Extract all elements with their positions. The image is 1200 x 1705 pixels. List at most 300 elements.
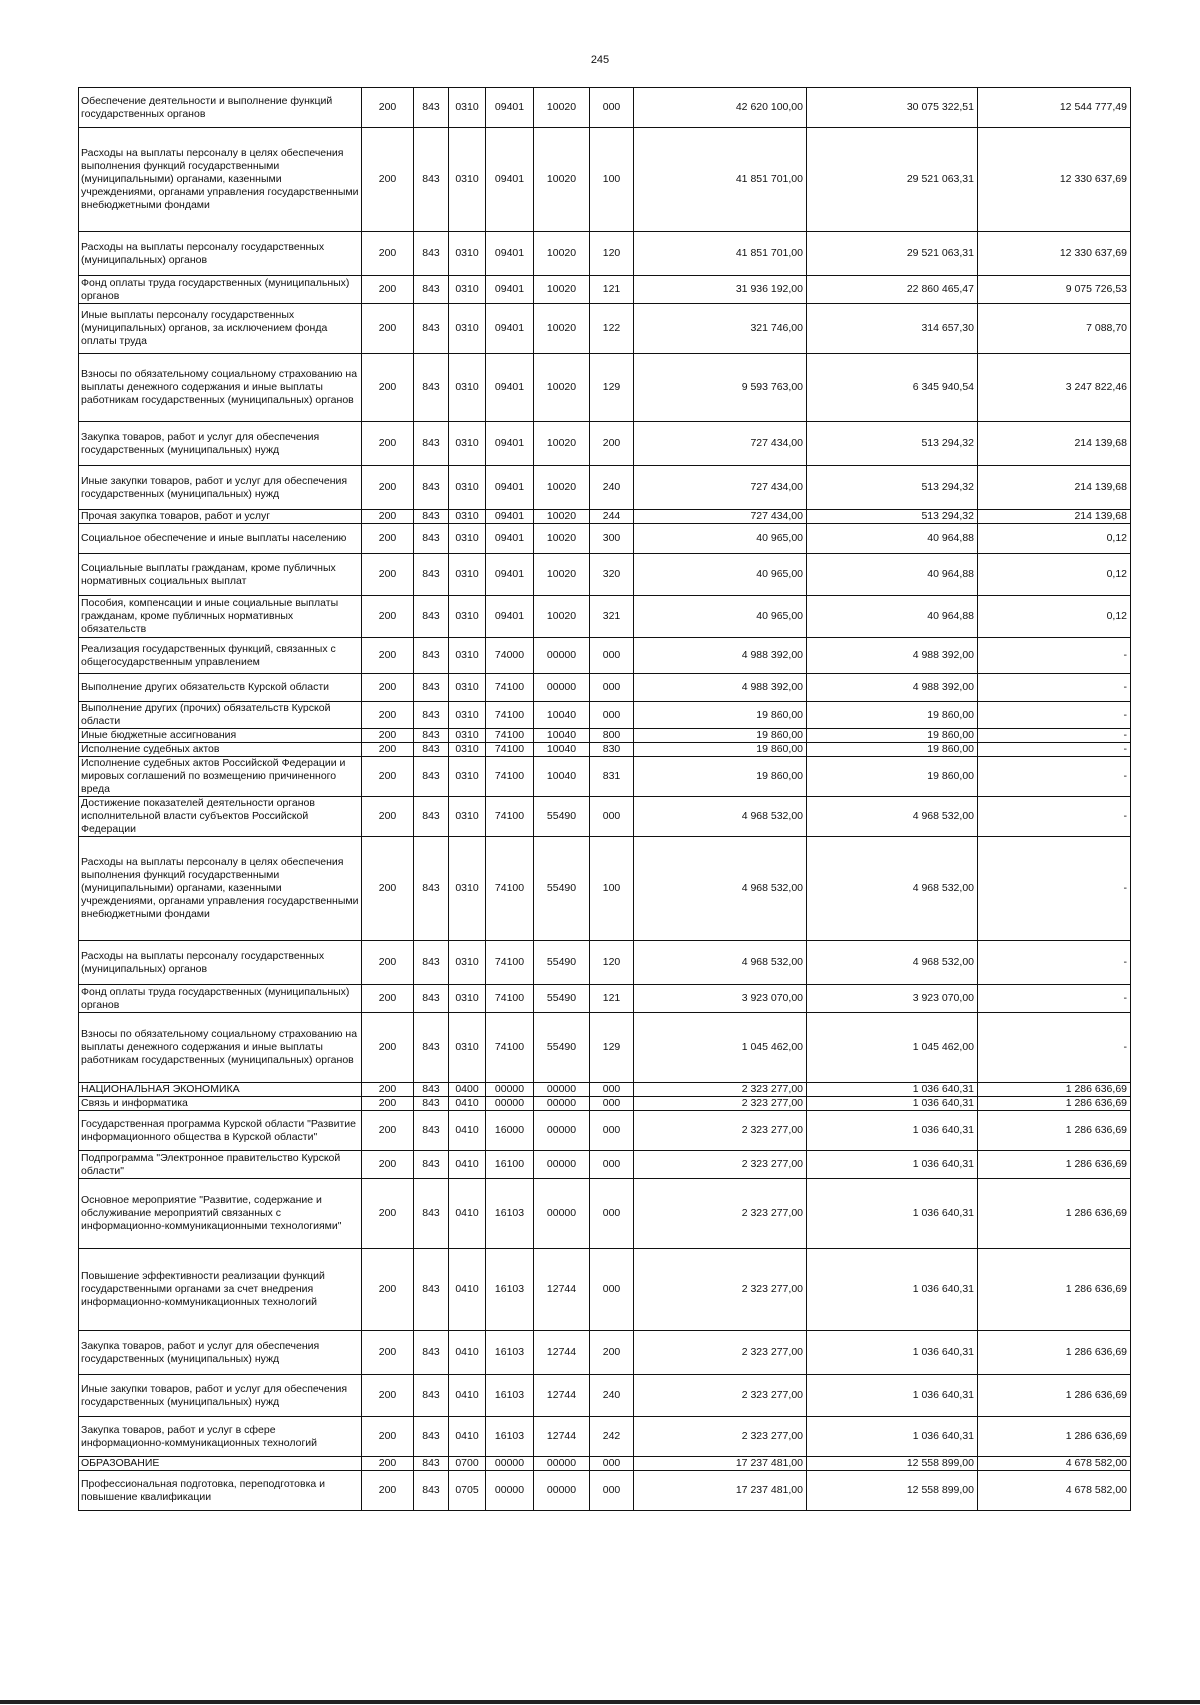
code-expense-type: 800 — [590, 729, 634, 743]
value-executed: 314 657,30 — [807, 304, 978, 354]
table-row — [79, 1417, 1131, 1457]
code-direction: 00000 — [534, 1179, 590, 1249]
value-remaining: 1 286 636,69 — [978, 1179, 1131, 1249]
value-remaining: 1 286 636,69 — [978, 1097, 1131, 1111]
budget-table — [78, 87, 1131, 1511]
code-direction: 10020 — [534, 510, 590, 524]
code-program: 74100 — [486, 837, 534, 941]
code-department: 843 — [414, 702, 449, 729]
code-section: 0700 — [449, 1457, 486, 1471]
value-executed: 1 036 640,31 — [807, 1375, 978, 1417]
code-program: 16103 — [486, 1249, 534, 1331]
table-row — [79, 128, 1131, 232]
code-program: 09401 — [486, 510, 534, 524]
code-admin: 200 — [362, 276, 414, 304]
table-row — [79, 743, 1131, 757]
value-planned: 4 968 532,00 — [634, 837, 807, 941]
value-remaining: - — [978, 985, 1131, 1013]
code-admin: 200 — [362, 354, 414, 422]
value-executed: 1 036 640,31 — [807, 1179, 978, 1249]
code-direction: 55490 — [534, 797, 590, 837]
code-section: 0310 — [449, 702, 486, 729]
code-program: 09401 — [486, 304, 534, 354]
table-row — [79, 941, 1131, 985]
value-planned: 2 323 277,00 — [634, 1179, 807, 1249]
code-program: 00000 — [486, 1083, 534, 1097]
code-admin: 200 — [362, 128, 414, 232]
row-description: Выполнение других (прочих) обязательств Курской области — [79, 702, 362, 729]
code-expense-type: 830 — [590, 743, 634, 757]
code-program: 09401 — [486, 524, 534, 554]
code-section: 0410 — [449, 1249, 486, 1331]
table-row — [79, 232, 1131, 276]
value-executed: 19 860,00 — [807, 743, 978, 757]
code-admin: 200 — [362, 596, 414, 638]
code-program: 74100 — [486, 702, 534, 729]
value-executed: 40 964,88 — [807, 596, 978, 638]
value-planned: 40 965,00 — [634, 596, 807, 638]
row-description: Социальное обеспечение и иные выплаты населению — [79, 524, 362, 554]
code-department: 843 — [414, 1097, 449, 1111]
code-section: 0410 — [449, 1375, 486, 1417]
code-program: 74100 — [486, 941, 534, 985]
code-direction: 00000 — [534, 1111, 590, 1151]
code-admin: 200 — [362, 729, 414, 743]
code-section: 0410 — [449, 1417, 486, 1457]
code-direction: 12744 — [534, 1417, 590, 1457]
value-remaining: 3 247 822,46 — [978, 354, 1131, 422]
code-department: 843 — [414, 554, 449, 596]
value-executed: 1 036 640,31 — [807, 1249, 978, 1331]
code-program: 09401 — [486, 466, 534, 510]
table-row — [79, 1097, 1131, 1111]
value-planned: 41 851 701,00 — [634, 232, 807, 276]
value-planned: 2 323 277,00 — [634, 1097, 807, 1111]
code-program: 09401 — [486, 128, 534, 232]
code-expense-type: 321 — [590, 596, 634, 638]
code-section: 0310 — [449, 729, 486, 743]
value-planned: 41 851 701,00 — [634, 128, 807, 232]
code-department: 843 — [414, 837, 449, 941]
row-description: ОБРАЗОВАНИЕ — [79, 1457, 362, 1471]
row-description: Пособия, компенсации и иные социальные выплаты гражданам, кроме публичных нормативных обязательств — [79, 596, 362, 638]
code-admin: 200 — [362, 797, 414, 837]
code-expense-type: 000 — [590, 1179, 634, 1249]
table-row — [79, 554, 1131, 596]
row-description: Закупка товаров, работ и услуг в сфере информационно-коммуникационных технологий — [79, 1417, 362, 1457]
value-executed: 19 860,00 — [807, 729, 978, 743]
row-description: Связь и информатика — [79, 1097, 362, 1111]
code-expense-type: 120 — [590, 232, 634, 276]
value-executed: 513 294,32 — [807, 510, 978, 524]
code-program: 00000 — [486, 1457, 534, 1471]
value-planned: 42 620 100,00 — [634, 88, 807, 128]
code-program: 16103 — [486, 1331, 534, 1375]
value-remaining: 12 330 637,69 — [978, 128, 1131, 232]
row-description: Социальные выплаты гражданам, кроме публичных нормативных социальных выплат — [79, 554, 362, 596]
value-executed: 1 036 640,31 — [807, 1417, 978, 1457]
code-direction: 10020 — [534, 596, 590, 638]
value-executed: 1 036 640,31 — [807, 1151, 978, 1179]
value-remaining: 9 075 726,53 — [978, 276, 1131, 304]
value-remaining: 1 286 636,69 — [978, 1375, 1131, 1417]
code-admin: 200 — [362, 1111, 414, 1151]
row-description: Подпрограмма "Электронное правительство Курской области" — [79, 1151, 362, 1179]
code-direction: 00000 — [534, 1097, 590, 1111]
code-direction: 12744 — [534, 1375, 590, 1417]
code-direction: 10040 — [534, 702, 590, 729]
value-planned: 2 323 277,00 — [634, 1417, 807, 1457]
value-executed: 513 294,32 — [807, 466, 978, 510]
table-row — [79, 1471, 1131, 1511]
code-section: 0310 — [449, 797, 486, 837]
code-section: 0310 — [449, 422, 486, 466]
table-row — [79, 1457, 1131, 1471]
value-planned: 727 434,00 — [634, 422, 807, 466]
code-section: 0410 — [449, 1331, 486, 1375]
code-expense-type: 100 — [590, 128, 634, 232]
code-expense-type: 121 — [590, 985, 634, 1013]
code-expense-type: 000 — [590, 1111, 634, 1151]
code-section: 0310 — [449, 510, 486, 524]
code-department: 843 — [414, 1417, 449, 1457]
value-planned: 4 968 532,00 — [634, 797, 807, 837]
value-planned: 19 860,00 — [634, 702, 807, 729]
code-department: 843 — [414, 232, 449, 276]
code-expense-type: 000 — [590, 638, 634, 674]
code-department: 843 — [414, 1083, 449, 1097]
row-description: Обеспечение деятельности и выполнение функций государственных органов — [79, 88, 362, 128]
code-admin: 200 — [362, 1083, 414, 1097]
value-remaining: - — [978, 743, 1131, 757]
code-direction: 10020 — [534, 354, 590, 422]
code-admin: 200 — [362, 1331, 414, 1375]
table-row — [79, 524, 1131, 554]
code-department: 843 — [414, 1457, 449, 1471]
code-department: 843 — [414, 743, 449, 757]
code-section: 0310 — [449, 354, 486, 422]
value-executed: 40 964,88 — [807, 524, 978, 554]
row-description: Иные закупки товаров, работ и услуг для обеспечения государственных (муниципальных) нужд — [79, 1375, 362, 1417]
row-description: Иные закупки товаров, работ и услуг для обеспечения государственных (муниципальных) нужд — [79, 466, 362, 510]
code-admin: 200 — [362, 466, 414, 510]
table-body — [79, 88, 1131, 1511]
table-row — [79, 1013, 1131, 1083]
code-expense-type: 129 — [590, 354, 634, 422]
code-department: 843 — [414, 757, 449, 797]
code-section: 0310 — [449, 88, 486, 128]
code-direction: 12744 — [534, 1331, 590, 1375]
code-admin: 200 — [362, 1457, 414, 1471]
code-department: 843 — [414, 797, 449, 837]
code-direction: 00000 — [534, 1471, 590, 1511]
value-planned: 2 323 277,00 — [634, 1331, 807, 1375]
value-remaining: - — [978, 837, 1131, 941]
code-admin: 200 — [362, 232, 414, 276]
table-row — [79, 1375, 1131, 1417]
value-remaining: 4 678 582,00 — [978, 1471, 1131, 1511]
row-description: НАЦИОНАЛЬНАЯ ЭКОНОМИКА — [79, 1083, 362, 1097]
row-description: Прочая закупка товаров, работ и услуг — [79, 510, 362, 524]
code-expense-type: 200 — [590, 422, 634, 466]
table-row — [79, 638, 1131, 674]
code-expense-type: 000 — [590, 1471, 634, 1511]
code-program: 16100 — [486, 1151, 534, 1179]
code-direction: 10020 — [534, 466, 590, 510]
value-executed: 12 558 899,00 — [807, 1457, 978, 1471]
value-executed: 1 036 640,31 — [807, 1331, 978, 1375]
code-section: 0310 — [449, 554, 486, 596]
value-planned: 40 965,00 — [634, 524, 807, 554]
table-row — [79, 466, 1131, 510]
code-department: 843 — [414, 466, 449, 510]
row-description: Расходы на выплаты персоналу в целях обеспечения выполнения функций государственными (муниципальными) органами, казенными учреждениями, органами управления государственными внебюджетными фондами — [79, 128, 362, 232]
code-admin: 200 — [362, 1249, 414, 1331]
code-admin: 200 — [362, 88, 414, 128]
value-planned: 4 988 392,00 — [634, 638, 807, 674]
value-planned: 2 323 277,00 — [634, 1151, 807, 1179]
row-description: Расходы на выплаты персоналу в целях обеспечения выполнения функций государственными (муниципальными) органами, казенными учреждениями, органами управления государственными внебюджетными фондами — [79, 837, 362, 941]
code-program: 09401 — [486, 276, 534, 304]
code-section: 0310 — [449, 638, 486, 674]
code-admin: 200 — [362, 1417, 414, 1457]
code-department: 843 — [414, 638, 449, 674]
code-section: 0310 — [449, 304, 486, 354]
code-program: 09401 — [486, 554, 534, 596]
code-direction: 10020 — [534, 88, 590, 128]
code-section: 0310 — [449, 596, 486, 638]
code-department: 843 — [414, 1013, 449, 1083]
row-description: Расходы на выплаты персоналу государственных (муниципальных) органов — [79, 232, 362, 276]
code-program: 16103 — [486, 1179, 534, 1249]
code-program: 74100 — [486, 674, 534, 702]
code-section: 0310 — [449, 757, 486, 797]
value-planned: 4 988 392,00 — [634, 674, 807, 702]
value-planned: 40 965,00 — [634, 554, 807, 596]
code-direction: 00000 — [534, 674, 590, 702]
table-row — [79, 1083, 1131, 1097]
code-expense-type: 320 — [590, 554, 634, 596]
value-remaining: - — [978, 941, 1131, 985]
code-admin: 200 — [362, 1097, 414, 1111]
value-executed: 4 988 392,00 — [807, 638, 978, 674]
code-expense-type: 000 — [590, 1457, 634, 1471]
code-direction: 55490 — [534, 941, 590, 985]
value-remaining: - — [978, 729, 1131, 743]
code-direction: 10020 — [534, 524, 590, 554]
code-expense-type: 000 — [590, 1097, 634, 1111]
value-executed: 19 860,00 — [807, 702, 978, 729]
value-executed: 4 968 532,00 — [807, 941, 978, 985]
value-executed: 3 923 070,00 — [807, 985, 978, 1013]
code-direction: 00000 — [534, 1151, 590, 1179]
value-remaining: 4 678 582,00 — [978, 1457, 1131, 1471]
code-admin: 200 — [362, 1013, 414, 1083]
code-expense-type: 300 — [590, 524, 634, 554]
code-direction: 12744 — [534, 1249, 590, 1331]
value-executed: 12 558 899,00 — [807, 1471, 978, 1511]
code-department: 843 — [414, 729, 449, 743]
value-remaining: 1 286 636,69 — [978, 1151, 1131, 1179]
value-planned: 727 434,00 — [634, 466, 807, 510]
value-executed: 1 036 640,31 — [807, 1111, 978, 1151]
code-expense-type: 242 — [590, 1417, 634, 1457]
code-department: 843 — [414, 985, 449, 1013]
table-row — [79, 510, 1131, 524]
value-remaining: 7 088,70 — [978, 304, 1131, 354]
code-program: 74100 — [486, 797, 534, 837]
value-remaining: - — [978, 1013, 1131, 1083]
row-description: Государственная программа Курской области "Развитие информационного общества в Курской области" — [79, 1111, 362, 1151]
value-planned: 17 237 481,00 — [634, 1457, 807, 1471]
value-planned: 321 746,00 — [634, 304, 807, 354]
table-row — [79, 422, 1131, 466]
code-admin: 200 — [362, 1471, 414, 1511]
code-department: 843 — [414, 1151, 449, 1179]
value-remaining: - — [978, 674, 1131, 702]
code-program: 09401 — [486, 88, 534, 128]
value-executed: 29 521 063,31 — [807, 232, 978, 276]
row-description: Взносы по обязательному социальному страхованию на выплаты денежного содержания и иные выплаты работникам государственных (муниципальных) органов — [79, 1013, 362, 1083]
table-row — [79, 985, 1131, 1013]
scan-edge-line — [0, 1700, 1200, 1704]
row-description: Исполнение судебных актов Российской Федерации и мировых соглашений по возмещению причиненного вреда — [79, 757, 362, 797]
value-planned: 19 860,00 — [634, 757, 807, 797]
code-department: 843 — [414, 596, 449, 638]
code-admin: 200 — [362, 941, 414, 985]
value-planned: 2 323 277,00 — [634, 1375, 807, 1417]
value-planned: 2 323 277,00 — [634, 1249, 807, 1331]
table-row — [79, 88, 1131, 128]
code-program: 74100 — [486, 985, 534, 1013]
code-department: 843 — [414, 1111, 449, 1151]
code-department: 843 — [414, 1331, 449, 1375]
code-admin: 200 — [362, 1375, 414, 1417]
code-department: 843 — [414, 88, 449, 128]
value-planned: 17 237 481,00 — [634, 1471, 807, 1511]
code-direction: 10020 — [534, 304, 590, 354]
value-remaining: 1 286 636,69 — [978, 1331, 1131, 1375]
code-admin: 200 — [362, 837, 414, 941]
value-remaining: 214 139,68 — [978, 466, 1131, 510]
value-remaining: - — [978, 757, 1131, 797]
code-section: 0310 — [449, 128, 486, 232]
code-admin: 200 — [362, 524, 414, 554]
code-expense-type: 000 — [590, 702, 634, 729]
code-direction: 55490 — [534, 985, 590, 1013]
code-direction: 10020 — [534, 422, 590, 466]
value-remaining: 214 139,68 — [978, 510, 1131, 524]
row-description: Иные бюджетные ассигнования — [79, 729, 362, 743]
code-expense-type: 000 — [590, 1151, 634, 1179]
code-admin: 200 — [362, 757, 414, 797]
code-program: 00000 — [486, 1097, 534, 1111]
code-section: 0310 — [449, 276, 486, 304]
code-program: 74100 — [486, 743, 534, 757]
page-number: 245 — [590, 54, 610, 66]
code-section: 0310 — [449, 941, 486, 985]
value-executed: 4 968 532,00 — [807, 797, 978, 837]
code-program: 16103 — [486, 1417, 534, 1457]
code-program: 74100 — [486, 1013, 534, 1083]
value-remaining: 12 544 777,49 — [978, 88, 1131, 128]
value-executed: 4 988 392,00 — [807, 674, 978, 702]
code-program: 09401 — [486, 422, 534, 466]
code-department: 843 — [414, 1375, 449, 1417]
value-executed: 30 075 322,51 — [807, 88, 978, 128]
code-section: 0310 — [449, 232, 486, 276]
code-section: 0410 — [449, 1111, 486, 1151]
value-executed: 4 968 532,00 — [807, 837, 978, 941]
value-remaining: 1 286 636,69 — [978, 1083, 1131, 1097]
value-executed: 1 036 640,31 — [807, 1097, 978, 1111]
value-remaining: - — [978, 797, 1131, 837]
table-row — [79, 1151, 1131, 1179]
code-department: 843 — [414, 304, 449, 354]
value-planned: 2 323 277,00 — [634, 1111, 807, 1151]
row-description: Фонд оплаты труда государственных (муниципальных) органов — [79, 276, 362, 304]
row-description: Иные выплаты персоналу государственных (муниципальных) органов, за исключением фонда оплаты труда — [79, 304, 362, 354]
code-expense-type: 244 — [590, 510, 634, 524]
value-planned: 4 968 532,00 — [634, 941, 807, 985]
value-remaining: 12 330 637,69 — [978, 232, 1131, 276]
value-executed: 40 964,88 — [807, 554, 978, 596]
value-planned: 1 045 462,00 — [634, 1013, 807, 1083]
code-program: 74100 — [486, 757, 534, 797]
value-planned: 9 593 763,00 — [634, 354, 807, 422]
code-expense-type: 831 — [590, 757, 634, 797]
code-section: 0310 — [449, 743, 486, 757]
code-expense-type: 000 — [590, 1083, 634, 1097]
code-department: 843 — [414, 1179, 449, 1249]
value-remaining: 214 139,68 — [978, 422, 1131, 466]
code-admin: 200 — [362, 985, 414, 1013]
row-description: Закупка товаров, работ и услуг для обеспечения государственных (муниципальных) нужд — [79, 1331, 362, 1375]
code-admin: 200 — [362, 674, 414, 702]
code-direction: 10040 — [534, 729, 590, 743]
code-expense-type: 000 — [590, 674, 634, 702]
code-expense-type: 000 — [590, 1249, 634, 1331]
code-admin: 200 — [362, 638, 414, 674]
value-remaining: 1 286 636,69 — [978, 1111, 1131, 1151]
code-admin: 200 — [362, 510, 414, 524]
code-section: 0400 — [449, 1083, 486, 1097]
value-planned: 19 860,00 — [634, 729, 807, 743]
code-section: 0310 — [449, 1013, 486, 1083]
table-row — [79, 674, 1131, 702]
code-expense-type: 129 — [590, 1013, 634, 1083]
code-section: 0705 — [449, 1471, 486, 1511]
code-direction: 00000 — [534, 1457, 590, 1471]
value-remaining: 0,12 — [978, 524, 1131, 554]
code-program: 16000 — [486, 1111, 534, 1151]
table-row — [79, 1111, 1131, 1151]
code-expense-type: 000 — [590, 88, 634, 128]
value-remaining: 0,12 — [978, 596, 1131, 638]
value-executed: 513 294,32 — [807, 422, 978, 466]
code-section: 0410 — [449, 1179, 486, 1249]
value-remaining: - — [978, 702, 1131, 729]
value-planned: 2 323 277,00 — [634, 1083, 807, 1097]
row-description: Выполнение других обязательств Курской области — [79, 674, 362, 702]
code-section: 0310 — [449, 674, 486, 702]
value-planned: 19 860,00 — [634, 743, 807, 757]
code-program: 09401 — [486, 354, 534, 422]
code-direction: 55490 — [534, 1013, 590, 1083]
code-admin: 200 — [362, 743, 414, 757]
code-department: 843 — [414, 524, 449, 554]
code-expense-type: 000 — [590, 797, 634, 837]
